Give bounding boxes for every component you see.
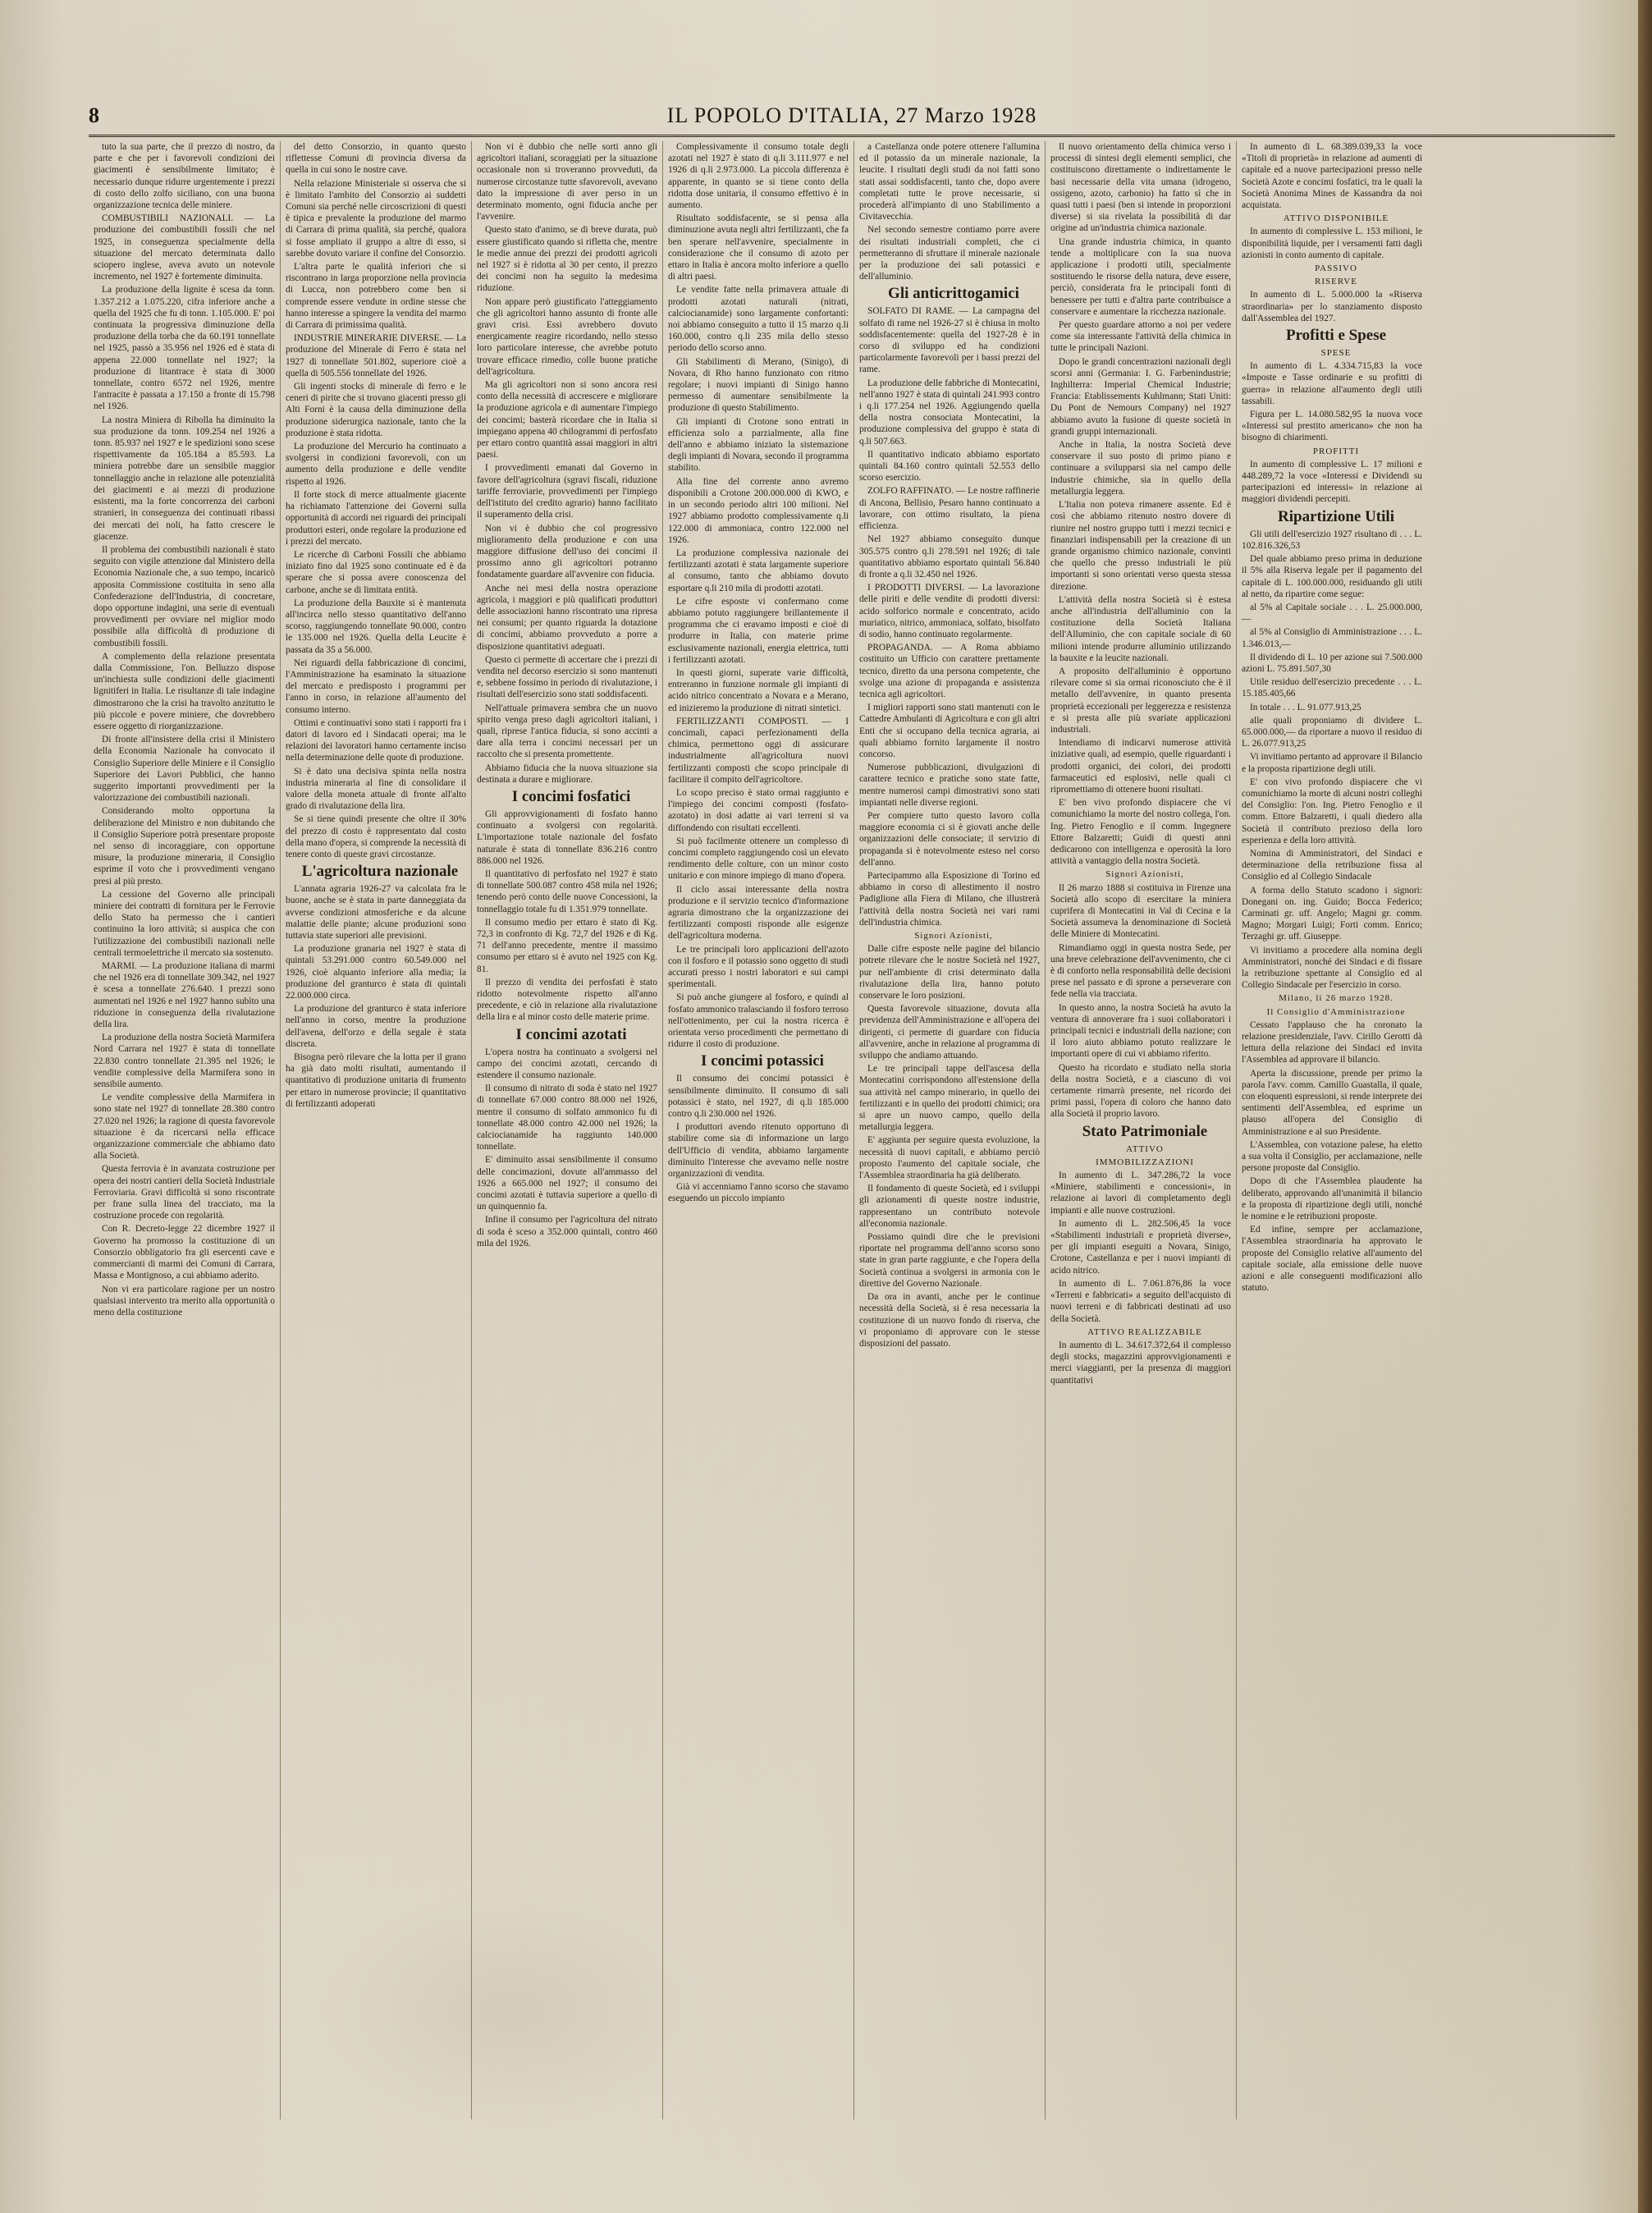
article-paragraph: In aumento di complessive L. 153 milioni, le disponibilità liquide, per i versamenti fatti dagli azionisti in conto aumento di capitale. xyxy=(1242,227,1422,260)
article-paragraph: E' ben vivo profondo dispiacere che vi comunichiamo la morte del nostro collega, l'on. Ing. Pietro Fenoglio e il comm. Ingegnere Ettore Balzaretti; Guidi di questi anni dedicarono con intelligenza e operosità la loro attività a vantaggio della nostra Società. xyxy=(1050,798,1231,867)
article-paragraph: Le ricerche di Carboni Fossili che abbiamo iniziato fino dal 1925 sono continuate ed è da sperare che si possa avere conoscenza del carbone, anche se di limitata entità. xyxy=(286,549,466,595)
article-paragraph: Abbiamo fiducia che la nuova situazione sia destinata a durare e migliorare. xyxy=(477,763,657,785)
article-paragraph: Ma gli agricoltori non si sono ancora resi conto della necessità di accrescere e migliorare la produzione agricola e di aumentare l'impiego dei concimi; basterà ricordare che in Italia si impiegano appena 40 chilogrammi di perfosfato per ettaro contro quantità assai maggiori in altri paesi. xyxy=(477,380,657,460)
article-paragraph: FERTILIZZANTI COMPOSTI. — I concimali, capaci perfezionamenti della chimica, permettono oggi di assicurare industrialmente all'agricoltura nuovi fertilizzanti composti che scopo principale di facilitare il compito dell'agricoltore. xyxy=(668,716,849,785)
article-paragraph: Gli approvvigionamenti di fosfato hanno continuato a svolgersi con regolarità. L'importazione totale nazionale del fosfato naturale è stata di tonnellate 836.216 contro 886.000 nel 1926. xyxy=(477,809,657,866)
article-paragraph: Le cifre esposte vi confermano come abbiamo potuto raggiungere brillantemente il programma che ci eravamo imposti e cioè di produrre in Italia, con materie prime esclusivamente nazionali, energia elettrica, tutti i fertilizzanti azotati. xyxy=(668,596,849,665)
article-paragraph: Rimandiamo oggi in questa nostra Sede, per una breve celebrazione dell'avvenimento, che ci è di conforto nella responsabilità delle decisioni prese nel passato e di sprone a perseverare con fede nella via tracciata. xyxy=(1050,942,1231,1000)
article-paragraph: Da ora in avanti, anche per le continue necessità della Società, si è resa necessaria la costituzione di un nuovo fondo di riserva, che vi proponiamo di approvare con le stesse disposizioni del passato. xyxy=(859,1292,1040,1349)
section-heading: I concimi fosfatici xyxy=(511,787,631,805)
article-paragraph: Questo ha ricordato e studiato nella storia della nostra Società, e a ciascuno di voi certamente rimarrà presente, nel ricordo dei primi passi, l'opera di coloro che hanno dato alla Società il proprio lavoro. xyxy=(1050,1062,1231,1120)
article-paragraph: Aperta la discussione, prende per primo la parola l'avv. comm. Camillo Guastalla, il quale, con eloquenti espressioni, si rende interprete dei sentimenti dell'Assemblea, ed esprime un plauso all'opera del Consiglio di Amministrazione e al suo Presidente. xyxy=(1242,1068,1422,1137)
article-paragraph: Ed infine, sempre per acclamazione, l'Assemblea straordinaria ha approvato le proposte del Consiglio relative all'aumento del capitale sociale, alla emissione delle nuove azioni e alle conseguenti modificazioni allo statuto. xyxy=(1242,1225,1422,1294)
article-paragraph: Per questo guardare attorno a noi per vedere come sia interessante l'attività della chimica in tutte le principali Nazioni. xyxy=(1050,320,1231,354)
subsection-label: ATTIVO REALIZZABILE xyxy=(1087,1326,1202,1337)
article-paragraph: In aumento di L. 282.506,45 la voce «Stabilimenti industriali e proprietà diverse», per gli impianti eseguiti a Novara, Sinigo, Crotone, Castellanza e per i nuovi impianti di acido nitrico. xyxy=(1050,1218,1231,1276)
subsection-label: PROFITTI xyxy=(1312,446,1360,456)
article-paragraph: Si può facilmente ottenere un complesso di concimi completo raggiungendo così un elevato rendimento delle colture, con un minor costo unitario e con minore impiego di mano d'opera. xyxy=(668,836,849,882)
article-paragraph: SOLFATO DI RAME. — La campagna del solfato di rame nel 1926-27 si è chiusa in molto soddisfacentemente: quella del 1927-28 è in corso di sviluppo ed ha condizioni particolarmente favorevoli per i bassi prezzi del rame. xyxy=(859,306,1040,375)
article-paragraph: Non vi era particolare ragione per un nostro qualsiasi intervento tra merito alla opportunità o meno della costituzione xyxy=(94,1284,275,1317)
article-paragraph: In questo anno, la nostra Società ha avuto la ventura di annoverare fra i suoi collaboratori i principali tecnici e industriali della nazione; con il loro aiuto abbiamo potuto realizzare le importanti opere di cui vi abbiamo riferito. xyxy=(1050,1002,1231,1060)
article-paragraph: Il consumo dei concimi potassici è sensibilmente diminuito. Il consumo di sali potassici è stato, nel 1927, di q.li 185.000 contro q.li 230.000 nel 1926. xyxy=(668,1074,849,1120)
article-paragraph: Dalle cifre esposte nelle pagine del bilancio potrete rilevare che le nostre Società nel 1927, pur nell'ambiente di crisi determinato dalla rivalutazione della lira, hanno potuto conservare le loro posizioni. xyxy=(859,944,1040,1001)
article-paragraph: Nel 1927 abbiamo conseguito dunque 305.575 contro q.li 278.591 nel 1926; di tale quantitativo abbiamo esportato quintali 56.840 di fronte a q.li 32.450 nel 1926. xyxy=(859,534,1040,580)
article-paragraph: E' con vivo profondo dispiacere che vi comunichiamo la morte di alcuni nostri colleghi del Consiglio: l'on. Ing. Pietro Fenoglio e il comm. Ettore Balzaretti, i quali diedero alla Società il contributo prezioso della loro esperienza e della loro attività. xyxy=(1242,777,1422,845)
article-paragraph: La produzione della lignite è scesa da tonn. 1.357.212 a 1.075.220, cifra inferiore anche a quella del 1925 che fu di tonn. 1.105.000. E' poi continuata la progressiva diminuzione della produzione della torba che da 60.191 tonnellate nel 1925, passò a 35.956 nel 1926 ed è stata di appena 22.000 tonnellate nel 1927; la produzione di litantrace è stata di 3000 tonnellate, contro 6572 nel 1926, mentre l'antracite è passata a 17.150 a fronte di 15.798 nel 1926. xyxy=(94,285,275,412)
article-paragraph: Del quale abbiamo preso prima in deduzione il 5% alla Riserva legale per il pagamento del capitale di L. 100.000.000, residuando gli utili al netto, da ripartire come segue: xyxy=(1242,554,1422,599)
article-paragraph: Il nuovo orientamento della chimica verso i processi di sintesi degli elementi semplici, che costituiscono direttamente o indirettamente le basi necessarie della vita umana (idrogeno, ossigeno, azoto, carbonio) ha fatto sì che in quasi tutti i paesi (ben si intende in proporzioni diverse) si sia rivelata la possibilità di dar origine ad un'industria chimica nazionale. xyxy=(1050,142,1231,234)
article-paragraph: Il forte stock di merce attualmente giacente ha richiamato l'attenzione dei Governi sulla opportunità di accordi nei riguardi dei principali produttori esteri, onde regolare la produzione ed i prezzi del mercato. xyxy=(286,489,466,547)
column-6 xyxy=(1045,141,1236,2119)
page-edge xyxy=(1638,0,1652,2213)
article-paragraph: Il quantitativo di perfosfato nel 1927 è stato di tonnellate 500.087 contro 458 mila nel 1926; tenendo però conto delle nuove Concessioni, la tonnellaggio totale fu di 1.351.979 tonnellate. xyxy=(477,868,657,914)
article-paragraph: I provvedimenti emanati dal Governo in favore dell'agricoltura (sgravi fiscali, riduzione tariffe ferroviarie, provvedimenti per l'impiego dell'istituto del credito agrario) hanno facilitato il superamento della crisi. xyxy=(477,463,657,520)
subsection-label: PASSIVO xyxy=(1315,263,1357,274)
subsection-label: Il Consiglio d'Amministrazione xyxy=(1266,1006,1406,1017)
article-paragraph: Intendiamo di indicarvi numerose attività iniziative quali, ad esempio, quelle riguardanti i prodotti organici, dei colori, dei prodotti farmaceutici ed esplosivi, nelle quali ci ripromettiamo di ottenere buoni risultati. xyxy=(1050,738,1231,795)
article-paragraph: In aumento di complessive L. 17 milioni e 448.289,72 la voce «Interessi e Dividendi su partecipazioni ed interessi» in relazione ai maggiori dividendi percepiti. xyxy=(1242,459,1422,505)
page-header xyxy=(89,102,1615,137)
section-heading: L'agricoltura nazionale xyxy=(301,863,459,881)
section-heading: I concimi azotati xyxy=(515,1025,627,1043)
article-paragraph: Numerose pubblicazioni, divulgazioni di carattere tecnico e pratiche sono state fatte, mentre numerosi campi dimostrativi sono stati impiantati nelle diverse regioni. xyxy=(859,763,1040,808)
article-paragraph: E' diminuito assai sensibilmente il consumo delle concimazioni, dovute all'ammasso del 1926 a 665.000 nel 1927; il consumo dei concimi azotati è tuttavia superiore a quello di un quinquennio fa. xyxy=(477,1155,657,1212)
article-paragraph: L'opera nostra ha continuato a svolgersi nel campo dei concimi azotati, cercando di estendere il consumo nazionale. xyxy=(477,1047,657,1081)
article-paragraph: Partecipammo alla Esposizione di Torino ed abbiamo in corso di allestimento il nostro Padiglione alla Fiera di Milano, che illustrerà l'attività della nostra Società nei vari rami dell'industria chimica. xyxy=(859,870,1040,928)
article-paragraph: al 5% al Capitale sociale . . . L. 25.000.000,— xyxy=(1242,602,1422,625)
article-paragraph: Il 26 marzo 1888 si costituiva in Firenze una Società allo scopo di esercitare la miniera cuprifera di Montecatini in Val di Cecina e la Società assumeva la denominazione di Società delle Miniere di Montecatini. xyxy=(1050,882,1231,940)
column-7 xyxy=(1236,141,1427,2119)
subsection-label: RISERVE xyxy=(1315,277,1357,287)
article-paragraph: Il dividendo di L. 10 per azione sui 7.500.000 azioni L. 75.891.507,30 xyxy=(1242,652,1422,674)
article-paragraph: Gli ingenti stocks di minerale di ferro e le ceneri di pirite che si trovano giacenti presso gli Alti Forni è la causa della diminuzione della produzione siderurgica nazionale, tanto che la produzione è stata ridotta. xyxy=(286,382,466,438)
column-2 xyxy=(280,141,471,2119)
section-heading: I concimi potassici xyxy=(701,1052,824,1070)
article-paragraph: Nel secondo semestre contiamo porre avere dei risultati industriali completi, che ci permetteranno di sfruttare il minerale nazionale per la produzione dei sali potassici e dell'alluminio. xyxy=(859,225,1040,282)
article-paragraph: Utile residuo dell'esercizio precedente . . . L. 15.185.405,66 xyxy=(1242,677,1422,699)
article-paragraph: INDUSTRIE MINERARIE DIVERSE. — La produzione del Minerale di Ferro è stata nel 1927 di tonnellate 501.802, superiore cioè a quella di 505.556 tonnellate del 1926. xyxy=(286,333,466,378)
article-paragraph: Bisogna però rilevare che la lotta per il grano ha già dato molti risultati, aumentando il quantitativo di produzione unitaria di frumento per ettaro in numerose provincie; il quantitativo di fertilizzanti adoperati xyxy=(286,1052,466,1109)
article-paragraph: Si è dato una decisiva spinta nella nostra industria mineraria al fine di consolidare il valore della moneta attuale di fronte all'alto grado di rivalutazione della lira. xyxy=(286,766,466,812)
article-paragraph: Complessivamente il consumo totale degli azotati nel 1927 è stato di q.li 3.111.977 e nel 1926 di q.li 2.973.000. La piccola differenza è apparente, in quanto se si tiene conto della ridotta dose unitaria, il consumo effettivo è in aumento. xyxy=(668,142,849,211)
article-paragraph: COMBUSTIBILI NAZIONALI. — La produzione dei combustibili fossili che nel 1925, in conseguenza specialmente della situazione del mercato determinata dallo sciopero inglese, aveva avuto un notevole incremento, nel 1927 è fortemente diminuita. xyxy=(94,213,275,282)
article-paragraph: La produzione del granturco è stata inferiore nell'anno in corso, mentre la produzione dell'avena, dell'orzo e della segale è stata discreta. xyxy=(286,1004,466,1049)
masthead: IL POPOLO D'ITALIA, 27 Marzo 1928 xyxy=(666,103,1037,127)
article-paragraph: A forma dello Statuto scadono i signori: Donegani on. ing. Guido; Bocca Federico; Carminati gr. uff. Angelo; Magni gr. comm. Magno; Morgari Luigi; Forti comm. Enrico; Terzaghi gr. uff. Giuseppe. xyxy=(1242,885,1422,942)
article-paragraph: In aumento di L. 34.617.372,64 il complesso degli stocks, magazzini approvvigionamenti e merci viaggianti, per la presenza di maggiori quantitativi xyxy=(1050,1340,1231,1386)
article-paragraph: Lo scopo preciso è stato ormai raggiunto e l'impiego dei concimi composti (fosfato-azotato) in dosi adatte ai vari terreni si va diffondendo con risultati eccellenti. xyxy=(668,787,849,833)
article-paragraph: Considerando molto opportuna la deliberazione del Ministro e non dubitando che il Consiglio Superiore potrà presentare proposte nel senso di incoraggiare, con opportune misure, la produzione mineraria, il Consiglio esprime il voto che i provvedimenti vengano presi al più presto. xyxy=(94,806,275,887)
article-paragraph: I PRODOTTI DIVERSI. — La lavorazione delle piriti e delle vendite di prodotti diversi: acido solforico normale e concentrato, acido muriatico, nitrico, ammoniaca, solfato, bisolfato di sodio, hanno continuato regolarmente. xyxy=(859,583,1040,639)
subsection-label: IMMOBILIZZAZIONI xyxy=(1096,1157,1194,1167)
article-paragraph: ZOLFO RAFFINATO. — Le nostre raffinerie di Ancona, Bellisio, Pesaro hanno continuato a lavorare, con ottimo risultato, la piena efficienza. xyxy=(859,486,1040,532)
article-paragraph: La produzione granaria nel 1927 è stata di quintali 53.291.000 contro 60.549.000 nel 1926, cioè alquanto inferiore alla media; la produzione del granturco è stata di quintali 22.000.000 circa. xyxy=(286,944,466,1001)
article-columns xyxy=(89,141,1618,2119)
article-paragraph: A complemento della relazione presentata dalla Commissione, l'on. Belluzzo dispose un'inchiesta sulle condizioni delle giacimenti lignitiferi in Italia. Le risultanze di tale indagine dimostrarono che la crisi ha travolto anzitutto le più piccole e povere miniere, che dovrebbero essere oggetto di riorganizzazione. xyxy=(94,651,275,731)
article-paragraph: In aumento di L. 347.286,72 la voce «Miniere, stabilimenti e concessioni», in relazione ai lavori di completamento degli impianti e alle nuove costruzioni. xyxy=(1050,1171,1231,1216)
article-paragraph: Le tre principali tappe dell'ascesa della Montecatini corrispondono all'estensione della sua attività nel campo minerario, in quello dei fertilizzanti e in quello dei prodotti chimici; ora si apre un nuovo campo, quello della metallurgia leggera. xyxy=(859,1064,1040,1133)
article-paragraph: Questo stato d'animo, se di breve durata, può essere giustificato quando si rifletta che, mentre le medie annue dei prezzi dei prodotti agricoli nel 1927 si è ridotta al 30 per cento, il prezzo dei concimi non ha seguito la medesima riduzione. xyxy=(477,225,657,294)
article-paragraph: Già vi accenniamo l'anno scorso che stavamo eseguendo un piccolo impianto xyxy=(668,1182,849,1204)
article-paragraph: Il consumo di nitrato di soda è stato nel 1927 di tonnellate 67.000 contro 88.000 nel 1926, mentre il consumo di solfato ammonico fu di tonnellate 48.000 contro 42.000 nel 1926; la calciocianamide ha raggiunto 140.000 tonnellate. xyxy=(477,1084,657,1152)
article-paragraph: L'altra parte le qualità inferiori che si riscontrano in larga proporzione nella provincia di Lucca, non potrebbero come ben si comprende essere vendute in ordine stesse che hanno interesse a spingere la vendita del marmo di Carrara di primissima qualità. xyxy=(286,262,466,331)
column-3 xyxy=(471,141,662,2119)
article-paragraph: E' aggiunta per seguire questa evoluzione, la necessità di nuovi capitali, e abbiamo perciò proposto l'aumento del capitale sociale, che l'Assemblea straordinaria ha già deliberato. xyxy=(859,1135,1040,1181)
article-paragraph: La cessione del Governo alle principali miniere dei contratti di fornitura per le Ferrovie dello Stato ha permesso che i cantieri continuino la loro attività; si auspica che con l'utilizzazione dei combustibili nazionali nelle centrali termoelettriche il mercato sia sostenuto. xyxy=(94,889,275,958)
article-paragraph: Gli Stabilimenti di Merano, (Sinigo), di Novara, di Rho hanno funzionato con ritmo regolare; i nuovi impianti di Sinigo hanno permesso di aumentare sensibilmente la produzione di questo Stabilimento. xyxy=(668,356,849,414)
article-paragraph: Gli utili dell'esercizio 1927 risultano di . . . L. 102.816.326,53 xyxy=(1242,529,1422,551)
article-paragraph: Anche in Italia, la nostra Società deve conservare il suo posto di primo piano e continuare a svilupparsi sia nel campo delle industrie chimiche, sia in quello della metallurgia leggera. xyxy=(1050,440,1231,497)
article-paragraph: In aumento di L. 68.389.039,33 la voce «Titoli di proprietà» in relazione ad aumenti di capitale ed a nuove partecipazioni presso nelle Società Azote e concimi fosfatici, tra le quali la Società Anonima Mines de Kassandra da noi acquistata. xyxy=(1242,142,1422,211)
article-paragraph: Si può anche giungere al fosforo, e quindi al fosfato ammonico tralasciando il fosforo terroso nell'ottenimento, per cui la nostra ricerca è orientata verso procedimenti che permettano di ridurre il costo di produzione. xyxy=(668,992,849,1050)
article-paragraph: Le tre principali loro applicazioni dell'azoto con il fosforo e il potassio sono oggetto di studi accurati presso i nostri laboratori e sui campi sperimentali. xyxy=(668,944,849,990)
article-paragraph: Anche nei mesi della nostra operazione agricola, i maggiori e più qualificati produttori delle associazioni hanno riscontrato una ripresa nei consumi; per quanto riguarda la dotazione di concimi, abbiamo provveduto a porre a disposizione quantitativi adeguati. xyxy=(477,583,657,652)
page-number: 8 xyxy=(89,103,99,127)
column-4 xyxy=(662,141,853,2119)
article-paragraph: PROPAGANDA. — A Roma abbiamo costituito un Ufficio con carattere prettamente tecnico, diretto da una persona competente, che svolge una azione di propaganda e assistenza tecnica agli agricoltori. xyxy=(859,643,1040,699)
article-paragraph: Vi invitiamo pertanto ad approvare il Bilancio e la proposta ripartizione degli utili. xyxy=(1242,752,1422,774)
article-paragraph: al 5% al Consiglio di Amministrazione . . . L. 1.346.013,— xyxy=(1242,627,1422,649)
article-paragraph: Per compiere tutto questo lavoro colla maggiore economia ci si è giovati anche delle organizzazioni delle consociate; il servizio di propaganda si è notevolmente esteso nel corso dell'anno. xyxy=(859,810,1040,868)
article-paragraph: A proposito dell'alluminio è opportuno rilevare come si sia ormai riconosciuto che è il metallo dell'avvenire, in quanto presenta proprietà eccezionali per leggerezza e resistenza e si presta alle più svariate applicazioni industriali. xyxy=(1050,666,1231,735)
section-heading: Stato Patrimoniale xyxy=(1082,1122,1208,1140)
column-1 xyxy=(89,141,280,2119)
article-paragraph: Possiamo quindi dire che le previsioni riportate nel programma dell'anno scorso sono state in gran parte raggiunte, e che l'opera della Società continua a svolgersi in armonia con le direttive del Governo Nazionale. xyxy=(859,1232,1040,1289)
article-paragraph: Questa ferrovia è in avanzata costruzione per opera dei nostri cantieri della Società Industriale Ferroviaria. Gravi difficoltà si sono riscontrate per frane sulla linea del tracciato, ma la costruzione procede con regolarità. xyxy=(94,1164,275,1221)
article-paragraph: In aumento di L. 4.334.715,83 la voce «Imposte e Tasse ordinarie e su profitti di guerra» in relazione all'aumento degli utili tassabili. xyxy=(1242,361,1422,406)
article-paragraph: La nostra Miniera di Ribolla ha diminuito la sua produzione da tonn. 109.254 nel 1926 a tonn. 85.937 nel 1927 e le spedizioni sono scese rispettivamente da 105.184 a 85.593. La miniera potrebbe dare un sensibile maggior tonnellaggio anche in relazione alle potenzialità dei giacimenti e ai mezzi di produzione esistenti, ma la forte concorrenza dei carboni stranieri, in conseguenza dei continuati ribassi dei mercati dei noli, ha fatto crescere le giacenze. xyxy=(94,415,275,542)
article-paragraph: In questi giorni, superate varie difficoltà, entreranno in funzione normale gli impianti di acido nitrico concentrato a Novara e a Merano, ed inizieremo la produzione di nitrati sintetici. xyxy=(668,667,849,713)
article-paragraph: La produzione della nostra Società Marmifera Nord Carrara nel 1927 è stata di tonnellate 22.830 contro tonnellate 21.395 nel 1926; le vendite complessive della Marmifera sono in sensibile aumento. xyxy=(94,1033,275,1090)
article-paragraph: Vi invitiamo a procedere alla nomina degli Amministratori, nonché dei Sindaci e di fissare la retribuzione spettante al Consiglio ed al Collegio Sindacale per l'esercizio in corso. xyxy=(1242,945,1422,991)
article-paragraph: L'Italia non poteva rimanere assente. Ed è così che abbiamo ritenuto nostro dovere di riunire nel nostro gruppo tutti i mezzi tecnici e finanziari indispensabili per la creazione di un grande organismo chimico nazionale, convinti che quello che presso industriali le più importanti si sono orientati verso questa stessa direzione. xyxy=(1050,500,1231,592)
article-paragraph: I produttori avendo ritenuto opportuno di stabilire come sia di informazione un largo dell'Ufficio di vendita, abbiamo largamente diminuito l'interesse che avevamo nelle nostre organizzazioni di vendita. xyxy=(668,1122,849,1180)
article-paragraph: Il prezzo di vendita dei perfosfati è stato ridotto notevolmente rispetto all'anno precedente, e ciò in relazione alla rivalutazione della lira e al minor costo delle materie prime. xyxy=(477,977,657,1023)
article-paragraph: La produzione del Mercurio ha continuato a svolgersi in condizioni favorevoli, con un aumento della produzione e delle vendite rispetto al 1926. xyxy=(286,442,466,487)
subsection-label: Signori Azionisti, xyxy=(1105,869,1184,880)
article-paragraph: Cessato l'applauso che ha coronato la relazione presidenziale, l'avv. Cirillo Gerotti dà lettura della relazione dei Sindaci ed invita l'Assemblea ad approvare il bilancio. xyxy=(1242,1019,1422,1065)
article-paragraph: Ottimi e continuativi sono stati i rapporti fra i datori di lavoro ed i Sindacati operai; ma le relazioni dei lavoratori hanno certamente inciso nella determinazione delle quote di produzione. xyxy=(286,717,466,763)
subsection-label: Signori Azionisti, xyxy=(914,931,993,941)
article-paragraph: L'annata agraria 1926-27 va calcolata fra le buone, anche se è stata in parte danneggiata da avverse condizioni atmosferiche e da alcune malattie delle piante; alcune produzioni sono tuttavia state superiori alle previsioni. xyxy=(286,884,466,941)
subsection-label: ATTIVO DISPONIBILE xyxy=(1283,213,1389,224)
article-paragraph: del detto Consorzio, in quanto questo riflettesse Comuni di provincia diversa da quella in cui sono le nostre cave. xyxy=(286,142,466,176)
article-paragraph: Il consumo medio per ettaro è stato di Kg. 72,3 in confronto di Kg. 72,7 del 1926 e di Kg. 71 dell'anno precedente, mentre il massimo consumo per ettaro si è avuto nel 1925 con Kg. 81. xyxy=(477,917,657,974)
column-5 xyxy=(853,141,1045,2119)
article-paragraph: La produzione delle fabbriche di Montecatini, nell'anno 1927 è stata di quintali 241.993 contro i q.li 177.254 nel 1926. Aggiungendo quella della nostra consociata Montecatini, la produzione complessiva del gruppo è stata di q.li 507.663. xyxy=(859,378,1040,447)
article-paragraph: Con R. Decreto-legge 22 dicembre 1927 il Governo ha promosso la costituzione di un Consorzio obbligatorio fra gli esercenti cave e commercianti di marmi dei Comuni di Carrara, Massa e Montignoso, a cui abbiamo aderito. xyxy=(94,1224,275,1281)
article-paragraph: In totale . . . L. 91.077.913,25 xyxy=(1250,702,1361,712)
article-paragraph: Nei riguardi della fabbricazione di concimi, l'Amministrazione ha esaminato la situazione del mercato e predisposto i programmi per l'anno in corso, in relazione all'aumento del consumo interno. xyxy=(286,657,466,715)
article-paragraph: Una grande industria chimica, in quanto tende a moltiplicare con la sua nuova applicazione i prodotti utili, specialmente sostituendo le risorse della natura, deve essere, perciò, considerata fra le principali fonti di benessere per tutti e d'altra parte contribuisce a conservare e aumentare la ricchezza nazionale. xyxy=(1050,236,1231,317)
article-paragraph: Questa favorevole situazione, dovuta alla previdenza dell'Amministrazione e all'opera dei dirigenti, ci permette di guardare con fiducia all'avvenire, anche in relazione al programma di sviluppo che andiamo attuando. xyxy=(859,1004,1040,1061)
article-paragraph: I migliori rapporti sono stati mantenuti con le Cattedre Ambulanti di Agricoltura e con gli altri Enti che si occupano della tecnica agraria, ai quali abbiamo fornito largamente il nostro concorso. xyxy=(859,703,1040,759)
article-paragraph: tuto la sua parte, che il prezzo di nostro, da parte e che per i favorevoli condizioni dei giacimenti è sensibilmente limitato; è necessario dunque ridurre urgentemente i prezzi di costo dello zolfo siciliano, con una buona organizzazione tecnica delle miniere. xyxy=(94,142,275,211)
article-paragraph: Il problema dei combustibili nazionali è stato seguito con vigile attenzione dal Ministero della Economia Nazionale che, a suo tempo, incaricò apposita Commissione costituita in seno alla Confederazione dell'Industria, di concretare, dopo opportune indagini, una serie di eventuali provvedimenti per ovviare nel miglior modo possibile alla difficoltà di produzione di combustibili fossili. xyxy=(94,544,275,648)
article-paragraph: a Castellanza onde potere ottenere l'allumina ed il potassio da un minerale nazionale, la leucite. I risultati degli studi da noi fatti sono stati assai soddisfacenti, tanto che, dopo avere completati tutte le prove necessarie, si procederà all'impianto di uno Stabilimento a Civitavecchia. xyxy=(859,142,1040,222)
subsection-label: Milano, li 26 marzo 1928. xyxy=(1279,993,1393,1004)
article-paragraph: alle quali proponiamo di dividere L. 65.000.000,— da riportare a nuovo il residuo di L. 26.077.913,25 xyxy=(1242,715,1422,749)
article-paragraph: Il fondamento di queste Società, ed i sviluppi gli azionamenti di queste nostre industrie, rappresentano un contributo notevole all'economia nazionale. xyxy=(859,1184,1040,1229)
subsection-label: SPESE xyxy=(1320,348,1352,359)
article-paragraph: L'Assemblea, con votazione palese, ha eletto a sua volta il Consiglio, per acclamazione, nelle persone proposte dal Consiglio. xyxy=(1242,1139,1422,1174)
article-paragraph: Il quantitativo indicato abbiamo esportato quintali 84.160 contro quintali 52.553 dello scorso esercizio. xyxy=(859,449,1040,483)
article-paragraph: L'attività della nostra Società si è estesa anche all'industria dell'alluminio con la costituzione della Società Italiana dell'Alluminio, che con capitale sociale di 60 milioni intende produrre alluminio utilizzando la bauxite e la leucite nazionali. xyxy=(1050,594,1231,663)
article-paragraph: Figura per L. 14.080.582,95 la nuova voce «Interessi sul prestito americano» che non ha bisogno di chiarimenti. xyxy=(1242,410,1422,443)
article-paragraph: Nella relazione Ministeriale si osserva che si è limitato l'ambito del Consorzio ai suddetti Comuni sia perché nelle circoscrizioni di questi è tipica e prevalente la produzione del marmo di Carrara di prima qualità, sia perché, qualora si fosse ampliato il gruppo a altre di esso, si sarebbe dovuto variare il confine del Consorzio. xyxy=(286,178,466,259)
article-paragraph: In aumento di L. 7.061.876,86 la voce «Terreni e fabbricati» a seguito dell'acquisto di nuovi terreni e di fabbricati destinati ad uso della Società. xyxy=(1050,1278,1231,1324)
article-paragraph: Questo ci permette di accertare che i prezzi di vendita nel decorso esercizio si sono mantenuti e, sebbene fossimo in periodo di rivalutazione, i risultati dell'esercizio sono stati soddisfacenti. xyxy=(477,654,657,700)
article-paragraph: La produzione della Bauxite si è mantenuta all'incirca nello stesso quantitativo dell'anno scorso, raggiungendo tonnellate 90.000, contro le 135.000 nel 1926. Quella della Leucite è passata da 35 a 56.000. xyxy=(286,598,466,655)
article-paragraph: Nell'attuale primavera sembra che un nuovo spirito venga preso dagli agricoltori italiani, i quali, riprese l'antica fiducia, si sono accinti a dare alla terra i concimi necessari per un raccolto che si presenta promettente. xyxy=(477,703,657,760)
article-paragraph: Non vi è dubbio che col progressivo miglioramento della produzione e con una maggiore diffusione dell'uso dei concimi il prossimo anno gli agricoltori potranno fondatamente guardare all'avvenire con fiducia. xyxy=(477,523,657,580)
article-paragraph: Le vendite complessive della Marmifera in sono state nel 1927 di tonnellate 28.380 contro 27.020 nel 1926; la ragione di questa favorevole situazione è da ricercarsi nella efficace organizzazione commerciale che abbiamo dato alla Società. xyxy=(94,1093,275,1161)
section-heading: Ripartizione Utili xyxy=(1278,507,1394,525)
section-heading: Gli anticrittogamici xyxy=(888,285,1019,303)
article-paragraph: Dopo le grandi concentrazioni nazionali degli scorsi anni (Germania: I. G. Farbenindustrie; Inghilterra: Imperial Chemical Industrie; Francia: Etablissements Kuhlmann; Stati Uniti: Du Pont de Nemours Company) nel 1927 abbiamo avuto la fusione di queste società in grandi gruppi internazionali. xyxy=(1050,356,1231,437)
article-paragraph: Non vi è dubbio che nelle sorti anno gli agricoltori italiani, scoraggiati per la situazione occasionale non si troveranno provveduti, da numerose circostanze tutte sfavorevoli, avevano dato la impressione di aver perso in un determinato momento, ogni fiducia anche per l'avvenire. xyxy=(477,142,657,222)
article-paragraph: Non appare però giustificato l'atteggiamento che gli agricoltori hanno assunto di fronte alle gravi crisi. Essi avrebbero dovuto energicamente reagire ricordando, nello stesso loro particolare interesse, che avrebbe potuto trovare efficace rimedio, colle buone pratiche dell'agricoltura. xyxy=(477,296,657,377)
subsection-label: ATTIVO xyxy=(1126,1143,1164,1154)
article-paragraph: Le vendite fatte nella primavera attuale di prodotti azotati naturali (nitrati, calciocianamide) sono largamente confortanti: noi abbiamo conseguito a tutto il 15 marzo q.li 160.000, contro q.li 235 mila dello stesso periodo dello scorso anno. xyxy=(668,285,849,354)
article-paragraph: Dopo di che l'Assemblea plaudente ha deliberato, approvando all'unanimità il bilancio e la proposta di ripartizione degli utili, nonché le nomine e le retribuzioni proposte. xyxy=(1242,1176,1422,1222)
article-paragraph: Nomina di Amministratori, del Sindaci e determinazione della retribuzione fissa al Consiglio ed al Collegio Sindacale xyxy=(1242,848,1422,882)
section-heading: Profitti e Spese xyxy=(1285,327,1387,345)
article-paragraph: Il ciclo assai interessante della nostra produzione e il servizio tecnico d'informazione agraria dimostrano che la organizzazione dei fertilizzanti composti risponde alle esigenze dell'agricoltura moderna. xyxy=(668,884,849,942)
article-paragraph: Infine il consumo per l'agricoltura del nitrato di soda è sceso a 352.000 quintali, contro 460 mila del 1926. xyxy=(477,1215,657,1249)
article-paragraph: Risultato soddisfacente, se si pensa alla diminuzione avuta negli altri fertilizzanti, che fa ben sperare nell'avvenire, specialmente in considerazione che il consumo di azoto per ettaro in Italia è ancora molto inferiore a quello di altri paesi. xyxy=(668,213,849,282)
article-paragraph: In aumento di L. 5.000.000 la «Riserva straordinaria» per lo stanziamento disposto dall'Assemblea del 1927. xyxy=(1242,290,1422,323)
article-paragraph: Gli impianti di Crotone sono entrati in efficienza solo a parzialmente, alla fine dell'anno e abbiamo iniziato la sistemazione degli impianti di Novara, secondo il programma stabilito. xyxy=(668,416,849,474)
article-paragraph: Di fronte all'insistere della crisi il Ministero della Economia Nazionale ha convocato il Consiglio Superiore delle Miniere e il Consiglio Superiore dei Lavori Pubblici, che hanno suggerito importanti provvedimenti per la valorizzazione dei combustibili nazionali. xyxy=(94,735,275,804)
article-paragraph: Se si tiene quindi presente che oltre il 30% del prezzo di costo è rappresentato dal costo della mano d'opera, si comprende la necessità di tenere conto di queste gravi circostanze. xyxy=(286,814,466,859)
article-paragraph: La produzione complessiva nazionale dei fertilizzanti azotati è stata largamente superiore al consumo, tanto che abbiamo dovuto esportare q.li 210 mila di prodotti azotati. xyxy=(668,548,849,593)
article-paragraph: MARMI. — La produzione italiana di marmi che nel 1926 era di tonnellate 309.342, nel 1927 è scesa a tonnellate 276.640. I prezzi sono aumentati nel 1926 e nel 1927 hanno subìto una riduzione in conseguenza della rivalutazione della lira. xyxy=(94,961,275,1030)
article-paragraph: Alla fine del corrente anno avremo disponibili a Crotone 200.000.000 di KWO, e in un secondo periodo altri 100 milioni. Nel 1927 abbiamo prodotto complessivamente q.li 122.000 di ammoniaca, contro 122.000 nel 1926. xyxy=(668,476,849,545)
